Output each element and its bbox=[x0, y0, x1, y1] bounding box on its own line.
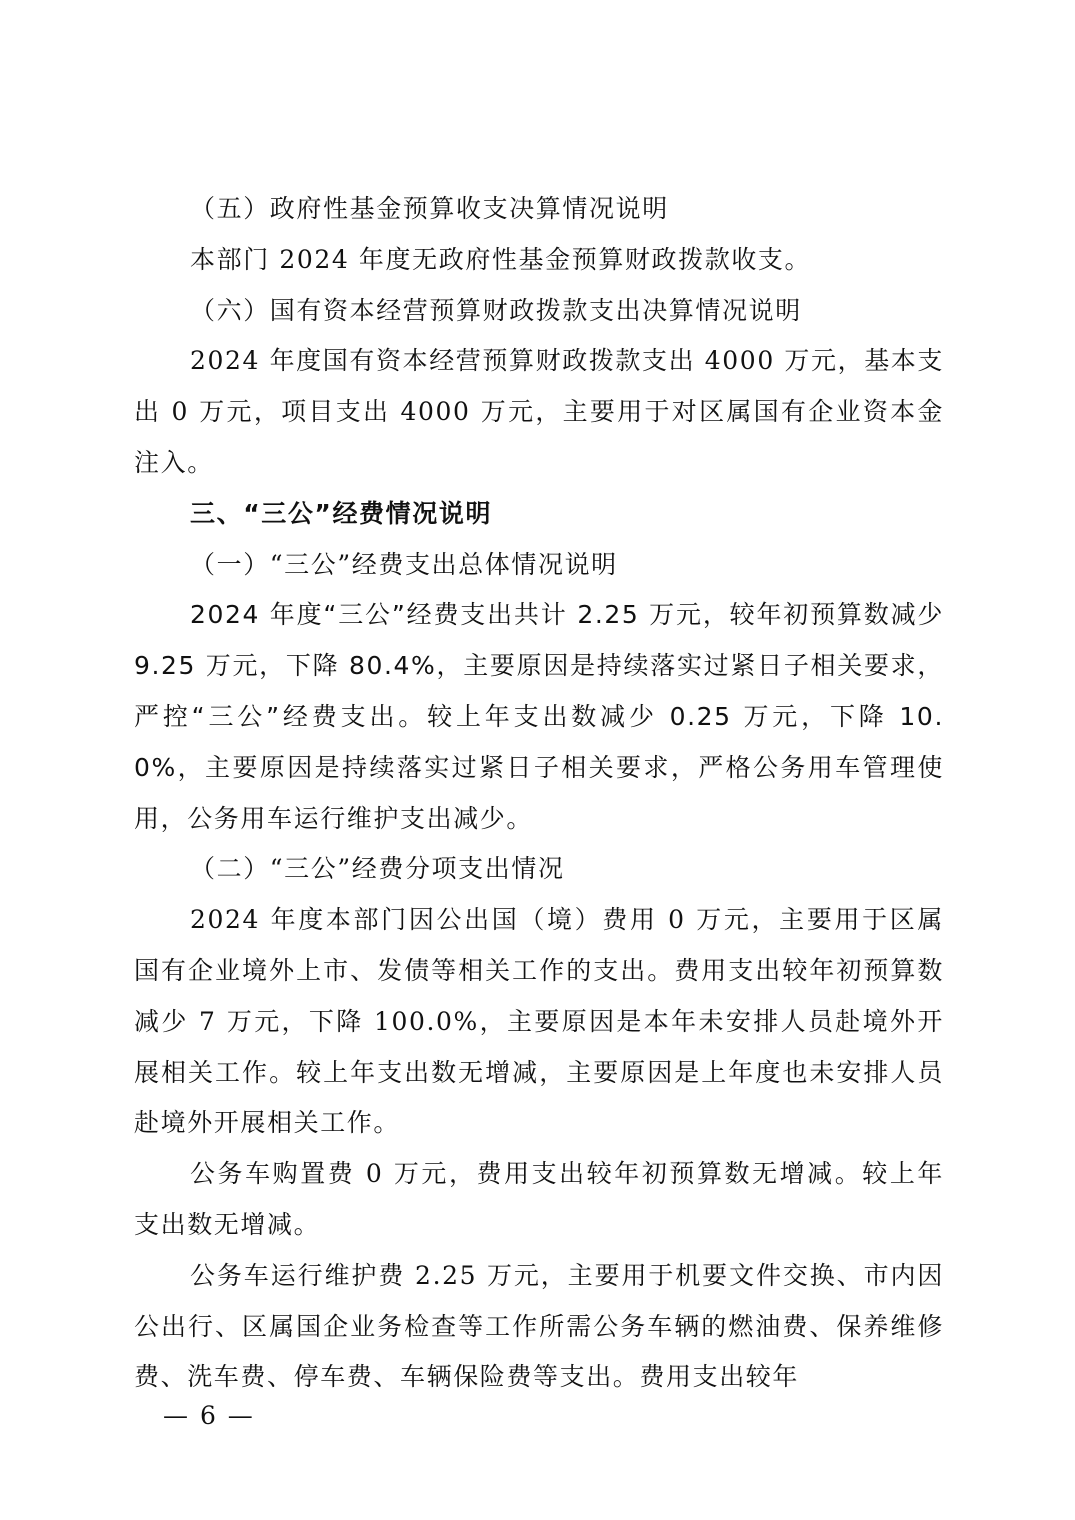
document-body bbox=[134, 184, 944, 1403]
section-5-paragraph: 本部门 2024 年度无政府性基金预算财政拨款收支。 bbox=[190, 244, 812, 274]
section-6-paragraph: 2024 年度国有资本经营预算财政拨款支出 4000 万元，基本支出 0 万元，项目支出 4000 万元，主要用于对区属国有企业资本金注入。 bbox=[134, 346, 944, 477]
page-number: — 6 — bbox=[163, 1401, 255, 1430]
part-3-sub-1-paragraph: 2024 年度“三公”经费支出共计 2.25 万元，较年初预算数减少 9.25 万元，下降 80.4%，主要原因是持续落实过紧日子相关要求，严控“三公”经费支出。较上年支出数减少 0.25 万元，下降 10.0%，主要原因是持续落实过紧日子相关要求，严格公务用车管理使用，公务用车运行维护支出减少。 bbox=[134, 600, 944, 833]
section-5-heading: （五）政府性基金预算收支决算情况说明 bbox=[190, 194, 669, 223]
part-3-sub-2-paragraph-1: 2024 年度本部门因公出国（境）费用 0 万元，主要用于区属国有企业境外上市、发债等相关工作的支出。费用支出较年初预算数减少 7 万元，下降 100.0%，主要原因是本年未安排人员赴境外开展相关工作。较上年支出数无增减，主要原因是上年度也未安排人员赴境外开展相关工作。 bbox=[134, 905, 944, 1138]
part-3-sub-2-paragraph-2: 公务车购置费 0 万元，费用支出较年初预算数无增减。较上年支出数无增减。 bbox=[134, 1159, 944, 1239]
part-3-sub-2-paragraph-3: 公务车运行维护费 2.25 万元，主要用于机要文件交换、市内因公出行、区属国企业务检查等工作所需公务车辆的燃油费、保养维修费、洗车费、停车费、车辆保险费等支出。费用支出较年 bbox=[134, 1260, 944, 1392]
part-3-sub-1-heading: （一）“三公”经费支出总体情况说明 bbox=[190, 549, 618, 579]
section-6-heading: （六）国有资本经营预算财政拨款支出决算情况说明 bbox=[190, 295, 802, 325]
part-3-sub-2-heading: （二）“三公”经费分项支出情况 bbox=[190, 854, 565, 884]
part-3-heading: 三、“三公”经费情况说明 bbox=[190, 498, 493, 528]
